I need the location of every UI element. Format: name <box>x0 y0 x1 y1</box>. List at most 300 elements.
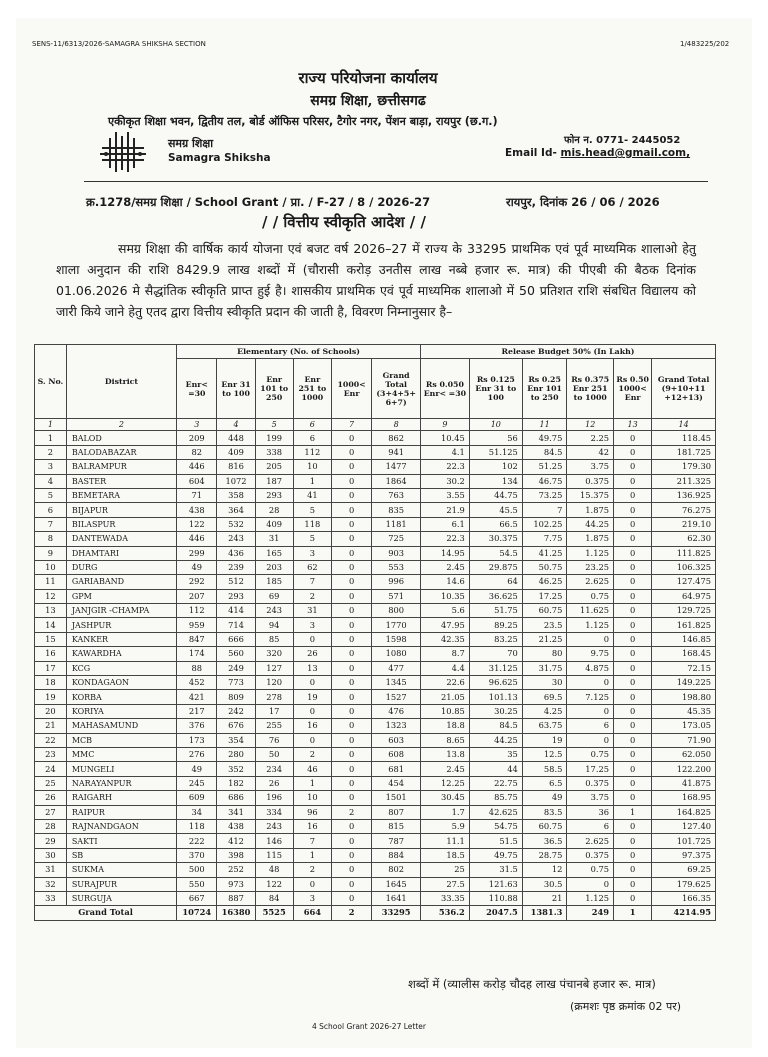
table-row <box>35 517 716 531</box>
table-row <box>35 460 716 474</box>
table-cell: 0 <box>614 431 652 445</box>
table-cell: 11.625 <box>567 604 614 618</box>
table-cell: 97.375 <box>652 848 716 862</box>
table-cell: 376 <box>177 719 217 733</box>
table-cell: 120 <box>255 676 293 690</box>
table-cell: 0 <box>614 532 652 546</box>
table-cell: 0 <box>614 704 652 718</box>
table-cell: 446 <box>177 532 217 546</box>
table-cell: 0 <box>293 877 331 891</box>
table-cell: 12 <box>522 863 567 877</box>
table-cell: 51.25 <box>522 460 567 474</box>
table-cell: 64 <box>469 575 522 589</box>
table-cell: 19 <box>522 733 567 747</box>
table-cell: 2 <box>293 589 331 603</box>
table-cell: 168.95 <box>652 791 716 805</box>
table-cell: 11.1 <box>421 834 470 848</box>
table-cell: 409 <box>255 517 293 531</box>
table-row <box>35 834 716 848</box>
table-cell: 27 <box>35 805 67 819</box>
table-cell: 0.75 <box>567 863 614 877</box>
col-enr-upto-30: Enr< =30 <box>177 359 217 419</box>
table-cell: 4.25 <box>522 704 567 718</box>
table-cell: 21.05 <box>421 690 470 704</box>
table-cell: 42.625 <box>469 805 522 819</box>
district-name-cell: BALRAMPUR <box>66 460 176 474</box>
col-enr-251-1000: Enr 251 to 1000 <box>293 359 331 419</box>
table-cell: 341 <box>217 805 255 819</box>
grand-total-cell: 1381.3 <box>522 906 567 920</box>
grand-total-cell: 16380 <box>217 906 255 920</box>
table-cell: 0 <box>331 747 371 761</box>
table-cell: 608 <box>372 747 421 761</box>
table-cell: 69.5 <box>522 690 567 704</box>
table-cell: 245 <box>177 776 217 790</box>
table-cell: 438 <box>217 819 255 833</box>
table-cell: 62.30 <box>652 532 716 546</box>
table-cell: 6 <box>35 503 67 517</box>
table-cell: 1645 <box>372 877 421 891</box>
table-cell: 292 <box>177 575 217 589</box>
table-cell: 181.725 <box>652 445 716 459</box>
table-cell: 31 <box>255 532 293 546</box>
table-cell: 2.625 <box>567 575 614 589</box>
office-title: राज्य परियोजना कार्यालय <box>298 69 438 87</box>
table-cell: 179.30 <box>652 460 716 474</box>
table-cell: 136.925 <box>652 488 716 502</box>
table-cell: 0 <box>331 517 371 531</box>
table-cell: 512 <box>217 575 255 589</box>
table-cell: 0 <box>331 733 371 747</box>
table-cell: 1527 <box>372 690 421 704</box>
table-cell: 0 <box>331 676 371 690</box>
district-name-cell: RAIGARH <box>66 791 176 805</box>
table-cell: 2.45 <box>421 560 470 574</box>
table-cell: 7.75 <box>522 532 567 546</box>
table-cell: 1072 <box>217 474 255 488</box>
table-cell: 76 <box>255 733 293 747</box>
table-cell: 33 <box>35 891 67 905</box>
table-cell: 115 <box>255 848 293 862</box>
table-cell: 1 <box>35 431 67 445</box>
table-cell: 0.75 <box>567 747 614 761</box>
table-cell: 166.35 <box>652 891 716 905</box>
district-name-cell: BALOD <box>66 431 176 445</box>
table-cell: 32 <box>35 877 67 891</box>
table-cell: 0 <box>614 819 652 833</box>
table-cell: 31 <box>293 604 331 618</box>
table-cell: 44.25 <box>567 517 614 531</box>
table-cell: 0 <box>331 618 371 632</box>
table-cell: 532 <box>217 517 255 531</box>
table-cell: 800 <box>372 604 421 618</box>
table-cell: 18.5 <box>421 848 470 862</box>
table-cell: 22.3 <box>421 532 470 546</box>
table-cell: 8 <box>35 532 67 546</box>
table-cell: 21 <box>35 719 67 733</box>
table-cell: 82 <box>177 445 217 459</box>
table-cell: 111.825 <box>652 546 716 560</box>
office-subtitle: समग्र शिक्षा, छत्तीसगढ <box>310 93 426 109</box>
grand-total-cell: 2047.5 <box>469 906 522 920</box>
continued-note: (क्रमशः पृष्ठ क्रमांक 02 पर) <box>570 1000 682 1013</box>
table-cell: 12 <box>35 589 67 603</box>
table-cell: 29 <box>35 834 67 848</box>
col-district: District <box>66 345 176 419</box>
table-cell: 0 <box>331 891 371 905</box>
column-index-cell: 4 <box>217 419 255 431</box>
table-cell: 0 <box>293 733 331 747</box>
table-cell: 42 <box>567 445 614 459</box>
table-cell: 0 <box>614 560 652 574</box>
table-cell: 1770 <box>372 618 421 632</box>
table-cell: 96.625 <box>469 676 522 690</box>
table-cell: 0 <box>614 877 652 891</box>
district-name-cell: JANJGIR -CHAMPA <box>66 604 176 618</box>
col-rs-0125: Rs 0.125 Enr 31 to 100 <box>469 359 522 419</box>
table-cell: 23.25 <box>567 560 614 574</box>
table-cell: 12.5 <box>522 747 567 761</box>
table-cell: 36 <box>567 805 614 819</box>
table-cell: 436 <box>217 546 255 560</box>
table-cell: 24 <box>35 762 67 776</box>
district-name-cell: DURG <box>66 560 176 574</box>
table-cell: 27.5 <box>421 877 470 891</box>
table-row <box>35 819 716 833</box>
table-cell: 0 <box>567 704 614 718</box>
table-cell: 5 <box>35 488 67 502</box>
district-name-cell: SUKMA <box>66 863 176 877</box>
column-index-cell: 9 <box>421 419 470 431</box>
table-row <box>35 661 716 675</box>
district-name-cell: MCB <box>66 733 176 747</box>
table-cell: 0.75 <box>567 589 614 603</box>
table-cell: 46.75 <box>522 474 567 488</box>
table-cell: 161.825 <box>652 618 716 632</box>
table-cell: 17 <box>255 704 293 718</box>
table-cell: 84 <box>255 891 293 905</box>
table-cell: 121.63 <box>469 877 522 891</box>
table-cell: 5 <box>293 503 331 517</box>
table-cell: 676 <box>217 719 255 733</box>
district-name-cell: BEMETARA <box>66 488 176 502</box>
table-cell: 0 <box>614 474 652 488</box>
grand-total-cell: 664 <box>293 906 331 920</box>
table-cell: 835 <box>372 503 421 517</box>
table-cell: 2 <box>331 805 371 819</box>
col-rs-0050: Rs 0.050 Enr< =30 <box>421 359 470 419</box>
table-cell: 7 <box>35 517 67 531</box>
table-cell: 164.825 <box>652 805 716 819</box>
table-row <box>35 445 716 459</box>
table-cell: 239 <box>217 560 255 574</box>
table-row <box>35 891 716 905</box>
table-cell: 0 <box>331 791 371 805</box>
table-cell: 0.375 <box>567 474 614 488</box>
table-row <box>35 474 716 488</box>
table-cell: 28 <box>255 503 293 517</box>
table-cell: 1181 <box>372 517 421 531</box>
table-cell: 0 <box>567 877 614 891</box>
table-cell: 571 <box>372 589 421 603</box>
table-cell: 30 <box>35 848 67 862</box>
district-name-cell: MMC <box>66 747 176 761</box>
table-cell: 609 <box>177 791 217 805</box>
table-cell: 448 <box>217 431 255 445</box>
table-cell: 421 <box>177 690 217 704</box>
table-cell: 211.325 <box>652 474 716 488</box>
table-cell: 0 <box>331 647 371 661</box>
table-cell: 1501 <box>372 791 421 805</box>
table-cell: 0.375 <box>567 776 614 790</box>
table-cell: 34 <box>177 805 217 819</box>
table-cell: 7.125 <box>567 690 614 704</box>
table-cell: 3 <box>293 546 331 560</box>
district-name-cell: GARIABAND <box>66 575 176 589</box>
table-cell: 1641 <box>372 891 421 905</box>
table-row <box>35 719 716 733</box>
table-cell: 0 <box>331 488 371 502</box>
table-cell: 6.5 <box>522 776 567 790</box>
table-cell: 60.75 <box>522 819 567 833</box>
table-cell: 22 <box>35 733 67 747</box>
table-cell: 370 <box>177 848 217 862</box>
table-cell: 73.25 <box>522 488 567 502</box>
district-name-cell: BILASPUR <box>66 517 176 531</box>
table-cell: 21.25 <box>522 632 567 646</box>
table-cell: 6 <box>293 431 331 445</box>
table-cell: 25 <box>421 863 470 877</box>
table-cell: 72.15 <box>652 661 716 675</box>
table-cell: 94 <box>255 618 293 632</box>
table-cell: 6.1 <box>421 517 470 531</box>
table-row <box>35 589 716 603</box>
table-cell: 22.75 <box>469 776 522 790</box>
district-name-cell: RAIPUR <box>66 805 176 819</box>
district-name-cell: JASHPUR <box>66 618 176 632</box>
column-index-cell: 14 <box>652 419 716 431</box>
table-cell: 0 <box>567 676 614 690</box>
table-cell: 7 <box>293 575 331 589</box>
table-cell: 0 <box>293 676 331 690</box>
table-cell: 0 <box>331 863 371 877</box>
table-cell: 2.625 <box>567 834 614 848</box>
col-grand-total-budget: Grand Total (9+10+11 +12+13) <box>652 359 716 419</box>
table-cell: 409 <box>217 445 255 459</box>
table-cell: 686 <box>217 791 255 805</box>
table-cell: 22.3 <box>421 460 470 474</box>
col-grand-total-schools: Grand Total (3+4+5+ 6+7) <box>372 359 421 419</box>
table-cell: 847 <box>177 632 217 646</box>
samagra-logo-icon <box>88 128 158 174</box>
table-cell: 887 <box>217 891 255 905</box>
table-cell: 6 <box>567 819 614 833</box>
table-cell: 0 <box>614 891 652 905</box>
table-cell: 452 <box>177 676 217 690</box>
table-cell: 41 <box>293 488 331 502</box>
table-cell: 0 <box>614 517 652 531</box>
table-cell: 76.275 <box>652 503 716 517</box>
table-cell: 146.85 <box>652 632 716 646</box>
grand-total-cell: 536.2 <box>421 906 470 920</box>
grand-total-cell: 1 <box>614 906 652 920</box>
table-cell: 0 <box>614 791 652 805</box>
table-row <box>35 575 716 589</box>
table-cell: 252 <box>217 863 255 877</box>
table-cell: 102.25 <box>522 517 567 531</box>
table-cell: 763 <box>372 488 421 502</box>
table-cell: 84.5 <box>469 719 522 733</box>
table-cell: 0 <box>331 776 371 790</box>
table-cell: 42.35 <box>421 632 470 646</box>
column-index-cell: 10 <box>469 419 522 431</box>
table-cell: 0 <box>331 877 371 891</box>
table-cell: 13.8 <box>421 747 470 761</box>
table-cell: 35 <box>469 747 522 761</box>
table-cell: 5.6 <box>421 604 470 618</box>
table-cell: 25 <box>35 776 67 790</box>
table-cell: 2 <box>35 445 67 459</box>
table-cell: 2 <box>293 747 331 761</box>
table-cell: 51.75 <box>469 604 522 618</box>
grand-total-label: Grand Total <box>35 906 177 920</box>
office-address: एकीकृत शिक्षा भवन, द्वितीय तल, बोर्ड ऑफिस परिसर, टैगोर नगर, पेंशन बाड़ा, रायपुर (छ.ग.) <box>108 115 498 128</box>
table-cell: 101.725 <box>652 834 716 848</box>
table-cell: 14 <box>35 618 67 632</box>
table-cell: 51.5 <box>469 834 522 848</box>
table-cell: 884 <box>372 848 421 862</box>
table-cell: 3.75 <box>567 460 614 474</box>
office-email <box>505 147 690 159</box>
table-cell: 83.25 <box>469 632 522 646</box>
table-cell: 0 <box>293 632 331 646</box>
table-cell: 2.45 <box>421 762 470 776</box>
table-cell: 47.95 <box>421 618 470 632</box>
table-cell: 54.5 <box>469 546 522 560</box>
col-enr-31-100: Enr 31 to 100 <box>217 359 255 419</box>
table-row <box>35 690 716 704</box>
table-cell: 217 <box>177 704 217 718</box>
email-address[interactable]: mis.head@gmail.com, <box>560 147 691 159</box>
table-cell: 3 <box>35 460 67 474</box>
table-cell: 0 <box>331 589 371 603</box>
table-cell: 28.75 <box>522 848 567 862</box>
table-cell: 50 <box>255 747 293 761</box>
table-cell: 71.90 <box>652 733 716 747</box>
table-cell: 412 <box>217 834 255 848</box>
table-cell: 996 <box>372 575 421 589</box>
table-cell: 0 <box>331 503 371 517</box>
table-cell: 8.65 <box>421 733 470 747</box>
table-cell: 1.875 <box>567 503 614 517</box>
table-cell: 438 <box>177 503 217 517</box>
table-cell: 338 <box>255 445 293 459</box>
table-cell: 364 <box>217 503 255 517</box>
table-cell: 219.10 <box>652 517 716 531</box>
table-cell: 205 <box>255 460 293 474</box>
file-reference-right: 1/483225/202 <box>680 40 730 48</box>
table-cell: 334 <box>255 805 293 819</box>
table-cell: 0 <box>614 690 652 704</box>
table-cell: 51.125 <box>469 445 522 459</box>
table-cell: 7 <box>293 834 331 848</box>
table-cell: 714 <box>217 618 255 632</box>
table-cell: 14.95 <box>421 546 470 560</box>
district-name-cell: SAKTI <box>66 834 176 848</box>
table-cell: 1.875 <box>567 532 614 546</box>
table-cell: 0 <box>614 733 652 747</box>
table-cell: 56 <box>469 431 522 445</box>
table-cell: 182 <box>217 776 255 790</box>
logo-text-english: Samagra Shiksha <box>168 152 271 164</box>
table-cell: 1 <box>293 474 331 488</box>
table-cell: 4.4 <box>421 661 470 675</box>
table-cell: 773 <box>217 676 255 690</box>
table-cell: 278 <box>255 690 293 704</box>
table-cell: 1477 <box>372 460 421 474</box>
table-cell: 414 <box>217 604 255 618</box>
footer-text: 4 School Grant 2026-27 Letter <box>312 1022 426 1031</box>
table-cell: 165 <box>255 546 293 560</box>
table-cell: 959 <box>177 618 217 632</box>
table-row <box>35 604 716 618</box>
table-cell: 33.35 <box>421 891 470 905</box>
table-cell: 0 <box>331 661 371 675</box>
district-name-cell: MAHASAMUND <box>66 719 176 733</box>
table-cell: 134 <box>469 474 522 488</box>
table-cell: 15.375 <box>567 488 614 502</box>
table-cell: 0 <box>331 604 371 618</box>
table-row <box>35 877 716 891</box>
table-cell: 9 <box>35 546 67 560</box>
table-cell: 46 <box>293 762 331 776</box>
table-cell: 666 <box>217 632 255 646</box>
column-index-cell: 6 <box>293 419 331 431</box>
district-name-cell: SURAJPUR <box>66 877 176 891</box>
table-cell: 26 <box>255 776 293 790</box>
amount-in-words: शब्दों में (व्यालीस करोड़ चौदह लाख पंचानबे हजार रू. मात्र) <box>408 977 656 991</box>
table-cell: 44.25 <box>469 733 522 747</box>
table-cell: 84.5 <box>522 445 567 459</box>
table-cell: 196 <box>255 791 293 805</box>
table-cell: 553 <box>372 560 421 574</box>
table-cell: 0 <box>331 575 371 589</box>
table-cell: 398 <box>217 848 255 862</box>
district-name-cell: BALODABAZAR <box>66 445 176 459</box>
table-cell: 174 <box>177 647 217 661</box>
table-cell: 41.875 <box>652 776 716 790</box>
grand-total-row <box>35 906 716 920</box>
table-cell: 45.5 <box>469 503 522 517</box>
table-cell: 11 <box>35 575 67 589</box>
table-row <box>35 632 716 646</box>
table-cell: 44.75 <box>469 488 522 502</box>
table-cell: 243 <box>255 604 293 618</box>
table-cell: 0 <box>331 704 371 718</box>
table-row <box>35 618 716 632</box>
table-cell: 973 <box>217 877 255 891</box>
table-cell: 1598 <box>372 632 421 646</box>
header-divider <box>84 181 708 182</box>
table-cell: 127.475 <box>652 575 716 589</box>
table-cell: 0 <box>331 532 371 546</box>
table-row <box>35 488 716 502</box>
col-enr-above-1000: 1000< Enr <box>331 359 371 419</box>
table-cell: 16 <box>293 819 331 833</box>
district-name-cell: KORIYA <box>66 704 176 718</box>
table-cell: 85 <box>255 632 293 646</box>
table-cell: 21.9 <box>421 503 470 517</box>
